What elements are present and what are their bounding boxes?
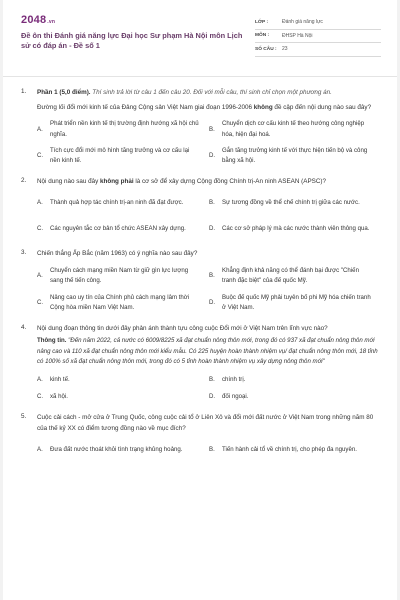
option-a[interactable]	[37, 374, 209, 386]
option-label: B.	[209, 445, 215, 453]
meta-key: SỐ CÂU :	[255, 46, 277, 52]
question-text-part: là cơ sở để xây dựng Cộng đồng Chính trị-An ninh ASEAN (APSC)?	[133, 177, 326, 185]
option-label: C.	[37, 225, 44, 233]
option-text: Khẳng định khả năng có thể đánh bại được "Chiến tranh đặc biệt" của đế quốc Mỹ.	[222, 267, 359, 285]
option-d[interactable]	[209, 146, 381, 167]
option-a[interactable]	[37, 119, 209, 140]
header-divider	[3, 76, 397, 77]
option-text: Chuyển cách mạng miền Nam từ giữ gìn lực lượng sang thế tiến công.	[50, 267, 189, 285]
option-d[interactable]	[209, 219, 381, 239]
meta-row-count	[255, 43, 381, 57]
option-label: C.	[37, 299, 44, 307]
info-label: Thông tin.	[37, 337, 67, 345]
option-text: Đưa đất nước thoát khỏi tình trạng khủng hoảng.	[50, 445, 183, 453]
option-d[interactable]	[209, 391, 381, 403]
document-header	[21, 14, 381, 64]
question-1	[21, 88, 381, 167]
option-d[interactable]	[209, 293, 381, 314]
option-label: D.	[209, 392, 216, 400]
option-text: đối ngoại.	[222, 392, 249, 400]
document-title: Đề ôn thi Đánh giá năng lực Đại học Sư phạm Hà Nội môn Lịch sử có đáp án - Đề số 1	[21, 31, 243, 50]
question-text-part: Nội dung nào sau đây	[37, 177, 101, 185]
question-number: 2.	[21, 176, 27, 184]
answer-options	[37, 440, 381, 460]
option-label: A.	[37, 272, 43, 280]
option-label: A.	[37, 125, 43, 133]
option-label: D.	[209, 299, 216, 307]
option-label: D.	[209, 152, 216, 160]
meta-value: 23	[282, 46, 288, 53]
meta-key: LỚP :	[255, 19, 269, 25]
option-label: B.	[209, 199, 215, 207]
meta-row-subject	[255, 30, 381, 44]
answer-options	[37, 374, 381, 403]
question-4	[21, 324, 381, 403]
question-text: Chiến thắng Ấp Bắc (năm 1963) có ý nghĩa nào sau đây?	[37, 250, 198, 258]
option-text: chính trị.	[222, 375, 246, 383]
meta-value: Đánh giá năng lực	[282, 19, 323, 26]
option-b[interactable]	[209, 440, 381, 460]
instruction-text: Thí sinh trả lời từ câu 1 đến câu 20. Đối với mỗi câu, thí sinh chỉ chọn một phương án.	[90, 89, 332, 96]
option-text: Tích cực đổi mới mô hình tăng trưởng và cơ cấu lại nền kinh tế.	[50, 147, 190, 165]
option-a[interactable]	[37, 440, 209, 460]
option-b[interactable]	[209, 193, 381, 213]
option-text: Nâng cao uy tín của Chính phủ cách mạng lâm thời Cộng hòa miền Nam Việt Nam.	[50, 293, 190, 312]
option-text: Các nguyên tắc cơ bản tổ chức ASEAN xây dựng.	[50, 225, 186, 233]
meta-value: ĐHSP Hà Nội	[282, 32, 313, 39]
question-number: 3.	[21, 249, 27, 257]
meta-table	[255, 16, 381, 57]
question-text: Cuộc cải cách - mở cửa ở Trung Quốc, công cuộc cải tổ ở Liên Xô và đổi mới đất nước ở Việt Nam trong những năm 80 của thế kỷ XX có điểm tương đồng nào về mục đích?	[37, 414, 374, 432]
logo-main: 2048	[21, 14, 47, 26]
meta-key: MÔN :	[255, 33, 270, 39]
option-label: A.	[37, 375, 43, 383]
option-text: Các cơ sở pháp lý mà các nước thành viên thông qua.	[222, 225, 370, 233]
question-text	[37, 177, 381, 188]
option-label: A.	[37, 199, 43, 207]
question-text-part: Đường lối đổi mới kinh tế của Đảng Cộng sản Việt Nam giai đoạn 1996-2006	[37, 103, 254, 111]
site-logo[interactable]	[21, 14, 55, 26]
option-a[interactable]	[37, 266, 209, 287]
question-number: 1.	[21, 88, 27, 95]
option-text: Gắn tăng trưởng kinh tế với thực hiện tiến bộ và công bằng xã hội.	[222, 147, 368, 165]
question-text: Nội dung đoạn thông tin dưới đây phản ánh thành tựu công cuộc Đổi mới ở Việt Nam trên lĩnh vực nào?	[37, 324, 328, 332]
answer-options	[37, 119, 381, 167]
question-5	[21, 413, 381, 460]
option-label: C.	[37, 152, 44, 160]
question-text-part: đề cập đến nội dung nào sau đây?	[272, 103, 372, 111]
option-text: Phát triển nền kinh tế thị trường định hướng xã hội chủ nghĩa.	[50, 120, 199, 138]
option-text: Tiến hành cải tổ về chính trị, cho phép đa nguyên.	[222, 445, 357, 453]
option-label: B.	[209, 375, 215, 383]
option-b[interactable]	[209, 266, 381, 287]
info-passage	[37, 336, 381, 368]
option-label: D.	[209, 225, 216, 233]
question-text	[37, 103, 381, 114]
part-label: Phần 1 (5,0 điểm).	[37, 89, 91, 96]
question-text-bold: không	[253, 103, 273, 111]
option-text: kinh tế.	[50, 375, 70, 383]
option-label: C.	[37, 392, 44, 400]
option-c[interactable]	[37, 219, 209, 239]
logo-sub: .vn	[47, 19, 56, 25]
question-list	[21, 88, 381, 470]
option-c[interactable]	[37, 293, 209, 314]
option-c[interactable]	[37, 391, 209, 403]
option-a[interactable]	[37, 193, 209, 213]
info-text: "Đến năm 2022, cả nước có 6009/8225 xã đạt chuẩn nông thôn mới, trong đó có 937 xã đạt chuẩn nông thôn mới nâng cao và 110 xã đạt chuẩn nông thôn mới kiểu mẫu. Có 225 huyện hoàn thành nhiệm vụ/ đạt chuẩn nông thôn mới, 18 tỉnh có 100% số xã đạt chuẩn nông thôn mới, trong đó có 5 tỉnh hoàn thành nhiệm vụ xây dựng nông thôn mới"	[37, 337, 378, 366]
option-c[interactable]	[37, 146, 209, 167]
option-label: B.	[209, 125, 215, 133]
option-b[interactable]	[209, 119, 381, 140]
option-text: xã hội.	[50, 392, 68, 400]
option-text: Thành quả hợp tác chính trị-an ninh đã đạt được.	[50, 199, 184, 207]
option-label: A.	[37, 445, 43, 453]
question-2	[21, 177, 381, 240]
question-number: 5.	[21, 413, 27, 420]
document-page	[3, 0, 397, 600]
answer-options	[37, 193, 381, 239]
question-3	[21, 249, 381, 313]
question-text-bold: không phải	[100, 177, 134, 185]
answer-options	[37, 266, 381, 314]
question-instruction	[37, 88, 381, 99]
option-b[interactable]	[209, 374, 381, 386]
meta-row-class	[255, 16, 381, 30]
option-text: Chuyển dịch cơ cấu kinh tế theo hướng công nghiệp hóa, hiện đại hoá.	[222, 120, 365, 138]
option-label: B.	[209, 272, 215, 280]
option-text: Buộc đế quốc Mỹ phải tuyên bố phi Mỹ hóa chiến tranh ở Việt Nam.	[222, 293, 371, 312]
option-text: Sự tương đồng về thể chế chính trị giữa các nước.	[222, 199, 360, 207]
question-number: 4.	[21, 323, 27, 331]
